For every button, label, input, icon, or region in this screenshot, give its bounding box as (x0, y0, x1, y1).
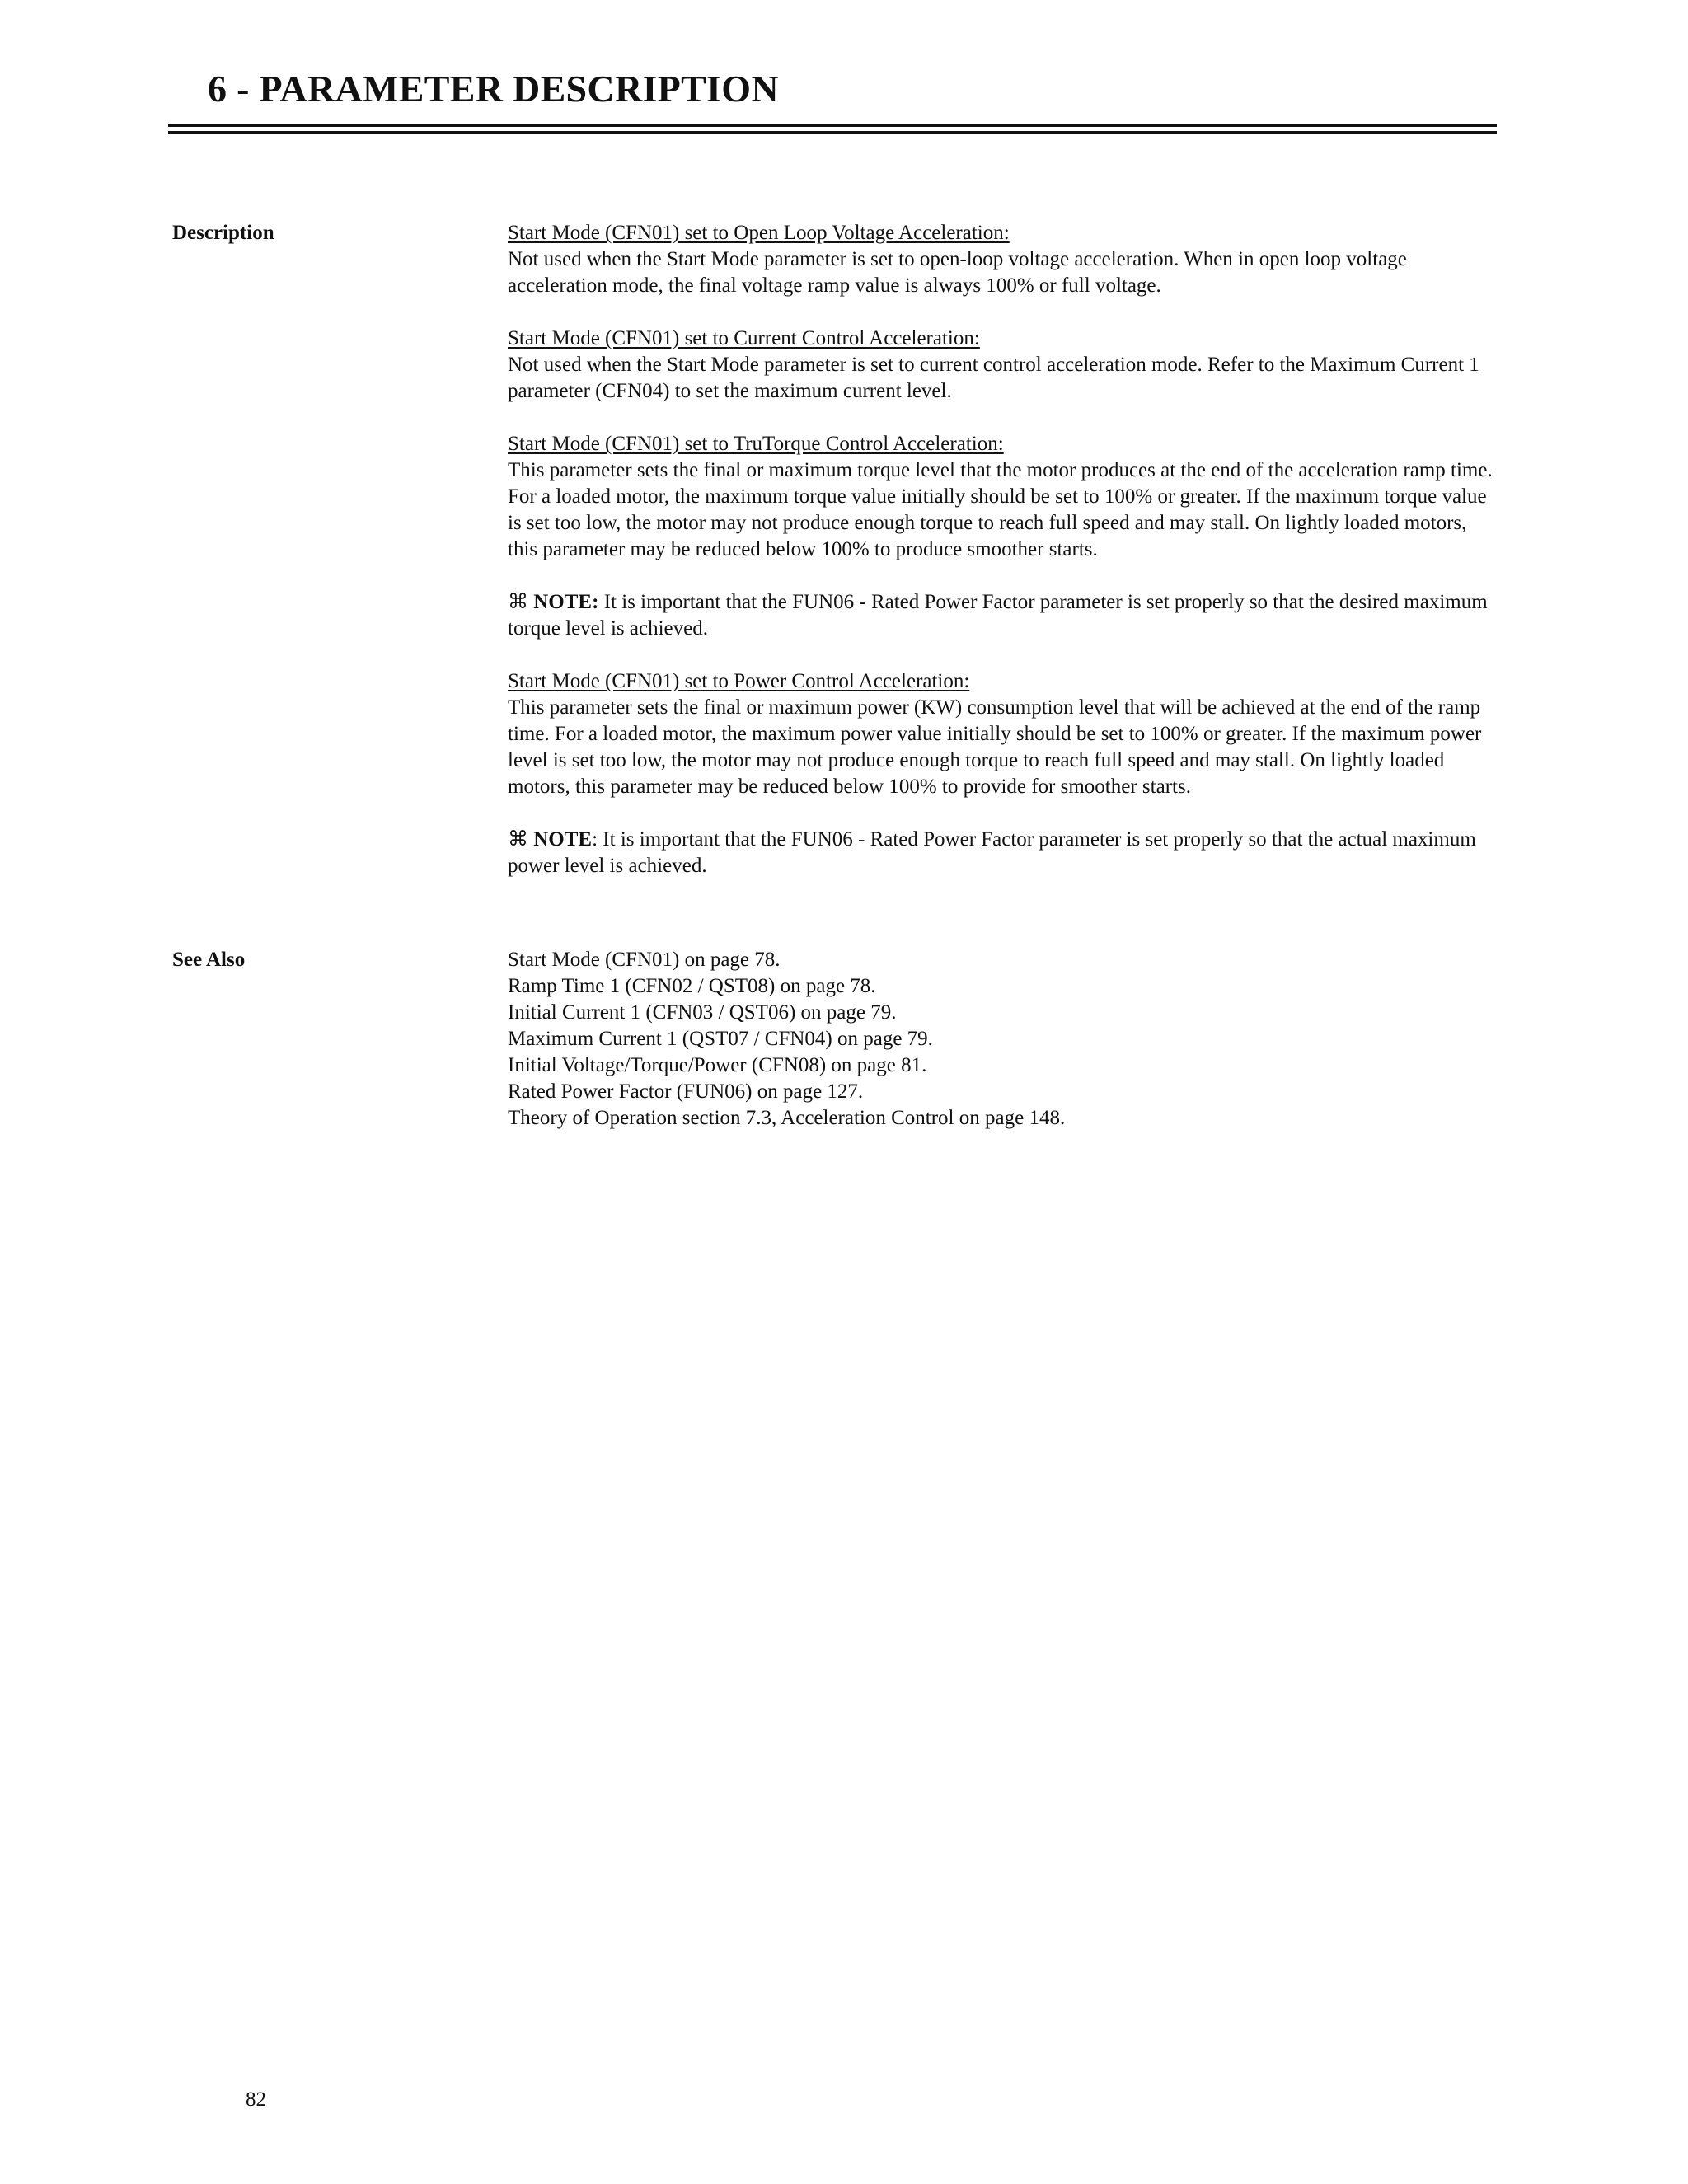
note-text: : It is important that the FUN06 - Rated Power Factor parameter is set properly so that the actual maximum power level is achieved. (508, 828, 1476, 877)
see-also-item: Rated Power Factor (FUN06) on page 127. (508, 1080, 864, 1103)
block-body: Not used when the Start Mode parameter is set to current control acceleration mode. Refer to the Maximum Current 1 parameter (CFN04) to set the maximum current level. (508, 354, 1479, 402)
command-key-icon: ⌘ (508, 828, 528, 851)
see-also-item: Theory of Operation section 7.3, Acceleration Control on page 148. (508, 1107, 1066, 1129)
block-heading: Start Mode (CFN01) set to Power Control Acceleration: (508, 670, 970, 692)
see-also-label: See Also (172, 949, 246, 971)
see-also-item: Start Mode (CFN01) on page 78. (508, 949, 781, 971)
note-torque (508, 589, 1497, 642)
description-content (508, 220, 1497, 906)
note-power (508, 827, 1497, 879)
description-block-current-control (508, 326, 1497, 405)
block-heading: Start Mode (CFN01) set to Open Loop Voltage Acceleration: (508, 222, 1010, 244)
title-rule-bottom (168, 131, 1497, 134)
description-block-power-control (508, 668, 1497, 800)
description-label: Description (172, 222, 274, 244)
see-also-item: Initial Current 1 (CFN03 / QST06) on page 79. (508, 1001, 897, 1024)
command-key-icon: ⌘ (508, 591, 528, 613)
block-body: Not used when the Start Mode parameter is set to open-loop voltage acceleration. When in open loop voltage acceleration mode, the final voltage ramp value is always 100% or full voltage. (508, 248, 1407, 297)
see-also-item: Ramp Time 1 (CFN02 / QST08) on page 78. (508, 975, 876, 997)
page-number: 82 (246, 2088, 266, 2111)
title-rule-top (168, 124, 1497, 127)
see-also-item: Initial Voltage/Torque/Power (CFN08) on page 81. (508, 1054, 927, 1076)
block-heading: Start Mode (CFN01) set to TruTorque Control Acceleration: (508, 433, 1004, 455)
note-text: It is important that the FUN06 - Rated Power Factor parameter is set properly so that the desired maximum torque level is achieved. (508, 591, 1488, 640)
see-also-list (508, 947, 1497, 1132)
block-heading: Start Mode (CFN01) set to Current Control Acceleration: (508, 327, 980, 349)
page-title: 6 - PARAMETER DESCRIPTION (208, 68, 779, 110)
see-also-content (508, 947, 1497, 1132)
note-label: NOTE (533, 828, 593, 851)
block-body: This parameter sets the final or maximum power (KW) consumption level that will be achieved at the end of the ramp time. For a loaded motor, the maximum power value initially should be set to 100% or greater. If the maximum power level is set too low, the motor may not produce enough torque to reach full speed and may stall. On lightly loaded motors, this parameter may be reduced below 100% to provide for smoother starts. (508, 696, 1482, 798)
see-also-item: Maximum Current 1 (QST07 / CFN04) on page 79. (508, 1028, 933, 1050)
note-label: NOTE: (533, 591, 599, 613)
description-block-trutorque (508, 431, 1497, 563)
description-block-open-loop (508, 220, 1497, 299)
block-body: This parameter sets the final or maximum torque level that the motor produces at the end of the acceleration ramp time. For a loaded motor, the maximum torque value initially should be set to 100% or greater. If the maximum torque value is set too low, the motor may not produce enough torque to reach full speed and may stall. On lightly loaded motors, this parameter may be reduced below 100% to produce smoother starts. (508, 459, 1493, 560)
